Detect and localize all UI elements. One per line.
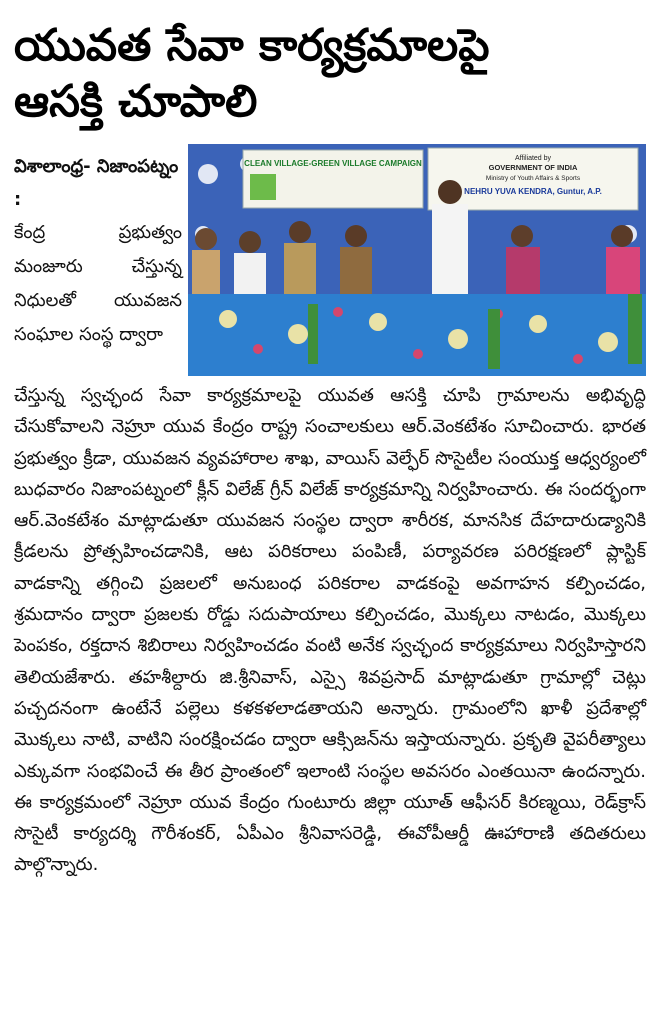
headline-line-2: ఆసక్తి చూపాలి	[14, 76, 258, 127]
banner-right-line-1: Affiliated by	[514, 155, 552, 162]
banner-right-line-2: GOVERNMENT OF INDIA	[488, 163, 578, 172]
event-photo	[188, 144, 646, 376]
headline	[14, 18, 646, 130]
banner-right-line-3: Ministry of Youth Affairs & Sports	[485, 175, 581, 182]
banner-left-text: CLEAN VILLAGE-GREEN VILLAGE CAMPAIGN	[244, 159, 422, 168]
article-intro-column: కేంద్ర ప్రభుత్వం మంజూరు చేస్తున్న నిధులతో యువజన సంఘాల సంస్థ ద్వారా	[14, 222, 182, 345]
article-body: చేస్తున్న స్వచ్ఛంద సేవా కార్యక్రమాలపై యువత ఆసక్తి చూపి గ్రామాలను అభివృద్ధి చేసుకోవాలని నెహ్రూ యువ కేంద్రం రాష్ట్ర సంచాలకులు ఆర్.వెంకటేశం సూచించారు. భారత ప్రభుత్వం క్రీడా, యువజన వ్యవహారాల శాఖ, వాయిస్ వెల్ఫేర్ సొసైటీల సంయుక్త ఆధ్వర్యంలో బుధవారం నిజాంపట్నంలో క్లీన్ విలేజ్ గ్రీన్ విలేజ్ కార్యక్రమాన్ని నిర్వహించారు. ఈ సందర్భంగా ఆర్.వెంకటేశం మాట్లాడుతూ యువజన సంస్థల ద్వారా శారీరక, మానసిక దేహదారుడ్యానికి క్రీడలను ప్రోత్సహించడానికి, ఆట పరికరాలు పంపిణీ, పర్యావరణ పరిరక్షణలో ప్లాస్టిక్ వాడకాన్ని తగ్గించి ప్రజలలో అనుబంధ పరికరాల వాడకంపై అవగాహన కల్పించడం, శ్రమదానం ద్వారా ప్రజలకు రోడ్డు సదుపాయాలు కల్పించడం, మొక్కలు నాటడం, మొక్కలు పెంపకం, రక్తదాన శిబిరాలు నిర్వహించడం వంటి అనేక స్వచ్ఛంద కార్యక్రమాలు నిర్వహిస్తారని తెలియజేశారు. తహశీల్దారు జి.శ్రీనివాస్, ఎస్సై శివప్రసాద్ మాట్లాడుతూ గ్రామాల్లో చెట్లు పచ్చదనంగా ఉంటేనే పల్లెలు కళకళలాడతాయని అన్నారు. గ్రామంలోని ఖాళీ ప్రదేశాల్లో మొక్కలు నాటి, వాటిని సంరక్షించడం ద్వారా ఆక్సిజన్‌ను ఇస్తాయన్నారు. ప్రకృతి వైపరీత్యాలు ఎక్కువగా సంభవించే ఈ తీర ప్రాంతంలో ఇలాంటి సంస్థల అవసరం ఎంతయినా ఉందన్నారు. ఈ కార్యక్రమంలో నెహ్రూ యువ కేంద్రం గుంటూరు జిల్లా యూత్ ఆఫీసర్ కిరణ్మయి, రెడ్‌క్రాస్ సొసైటీ కార్యదర్శి గౌరీశంకర్, ఏపీఎం శ్రీనివాసరెడ్డి, ఈవోపీఆర్డీ ఊహారాణి తదితరులు పాల్గొన్నారు.	[14, 385, 646, 876]
banner-right-line-4: NEHRU YUVA KENDRA, Guntur, A.P.	[464, 187, 602, 196]
dateline: విశాలాంధ్ర- నిజాంపట్నం :	[14, 156, 179, 210]
headline-line-1: యువత సేవా కార్యక్రమాలపై	[14, 20, 490, 71]
